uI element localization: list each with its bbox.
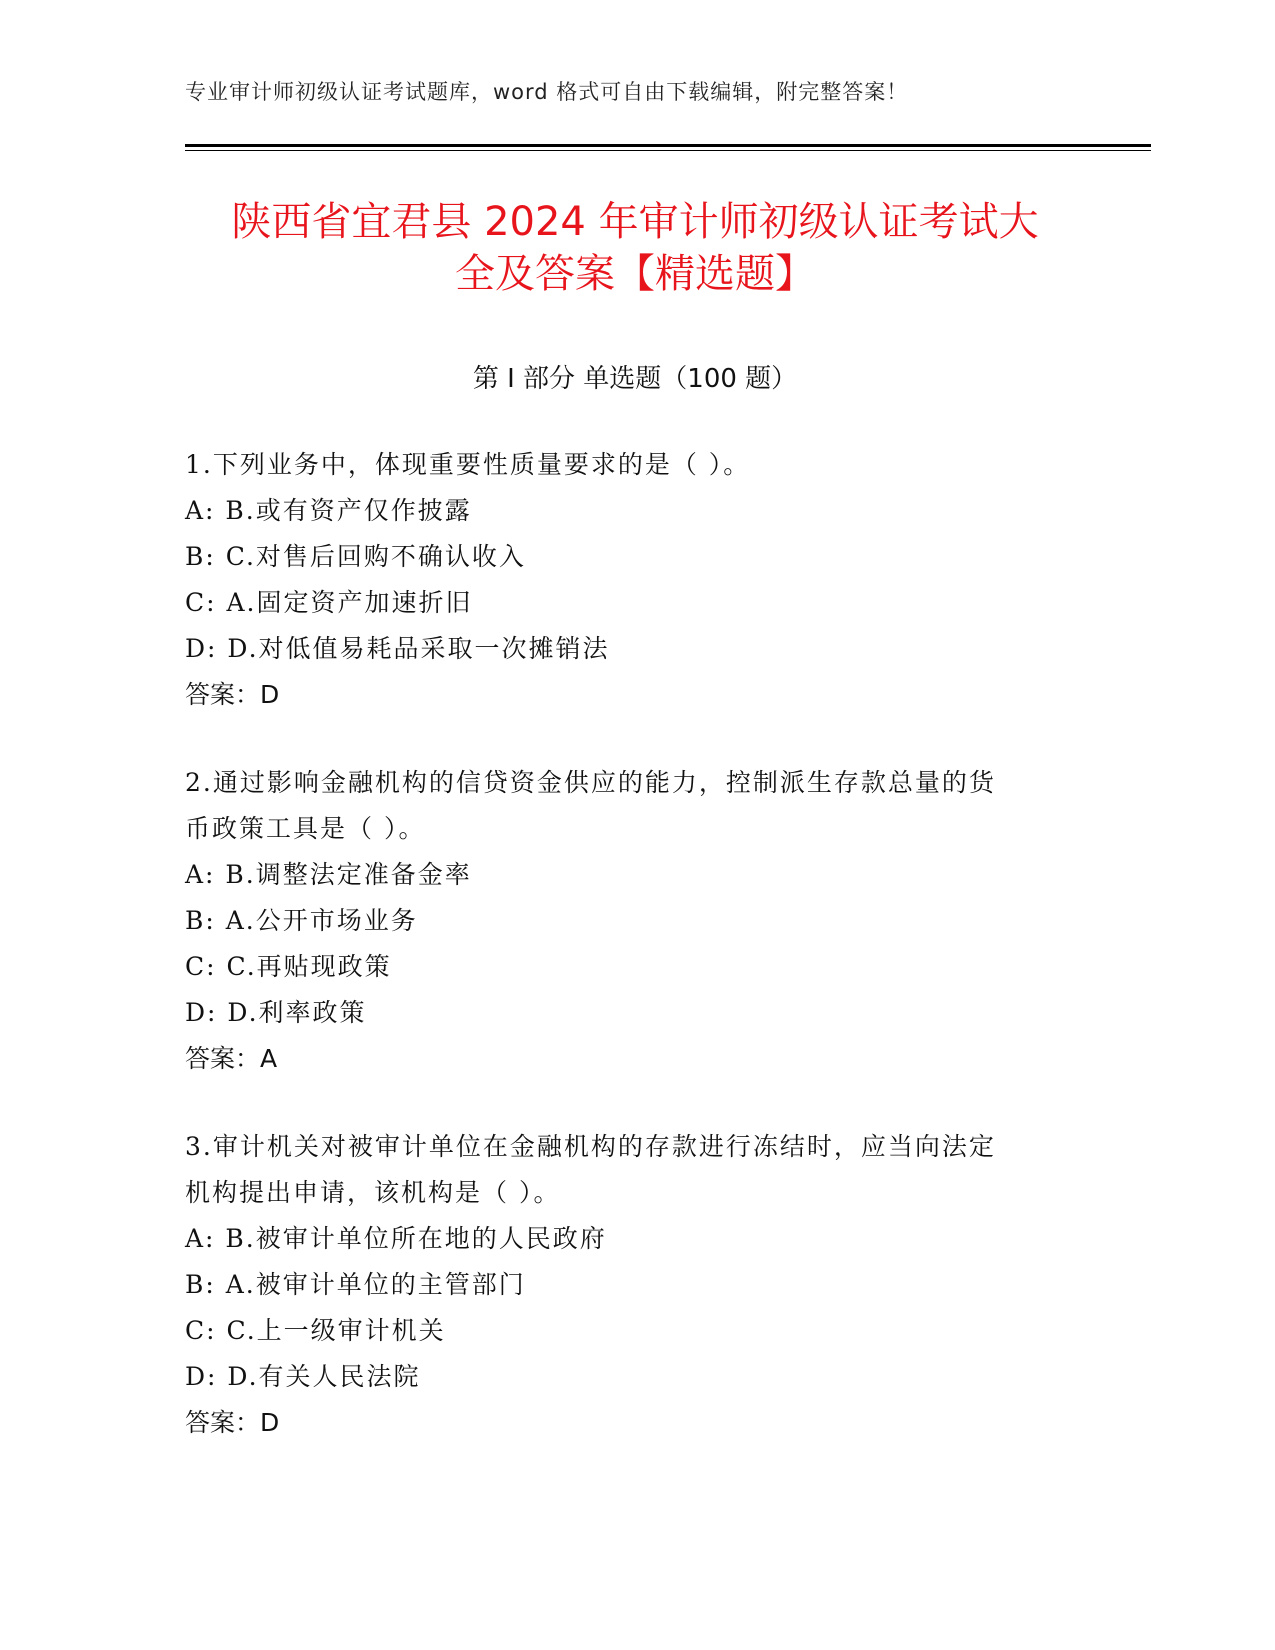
document-title [185, 196, 1085, 300]
option-a: A: B.调整法定准备金率 [185, 860, 472, 889]
header-rule-thin [185, 150, 1151, 151]
question-stem-continued: 币政策工具是（ ）。 [185, 814, 426, 843]
answer: 答案：D [185, 680, 280, 709]
question-stem: 2.通过影响金融机构的信贷资金供应的能力，控制派生存款总量的货 [185, 768, 996, 797]
answer: 答案：A [185, 1044, 278, 1073]
section-title: 第 I 部分 单选题（100 题） [472, 364, 798, 394]
option-b: B: C.对售后回购不确认收入 [185, 542, 526, 571]
option-d: D: D.有关人民法院 [185, 1362, 421, 1391]
document-title-line-2: 全及答案【精选题】 [455, 251, 815, 297]
page-header: 专业审计师初级认证考试题库，word 格式可自由下载编辑，附完整答案！ [185, 80, 909, 104]
option-c: C: C.上一级审计机关 [185, 1316, 446, 1345]
option-d: D: D.利率政策 [185, 998, 367, 1027]
option-a: A: B.被审计单位所在地的人民政府 [185, 1224, 607, 1253]
question-stem: 1.下列业务中，体现重要性质量要求的是（ ）。 [185, 450, 751, 479]
question-stem: 3.审计机关对被审计单位在金融机构的存款进行冻结时，应当向法定 [185, 1132, 996, 1161]
option-a: A: B.或有资产仅作披露 [185, 496, 472, 525]
answer: 答案：D [185, 1408, 280, 1437]
option-c: C: C.再贴现政策 [185, 952, 392, 981]
question-3 [185, 1124, 1065, 1446]
option-b: B: A.公开市场业务 [185, 906, 418, 935]
header-rule [185, 144, 1151, 147]
question-1 [185, 442, 1065, 718]
option-d: D: D.对低值易耗品采取一次摊销法 [185, 634, 610, 663]
document-title-line-1: 陕西省宜君县 2024 年审计师初级认证考试大 [231, 199, 1039, 245]
option-b: B: A.被审计单位的主管部门 [185, 1270, 526, 1299]
question-list [185, 442, 1065, 1488]
question-2 [185, 760, 1065, 1082]
option-c: C: A.固定资产加速折旧 [185, 588, 473, 617]
question-stem-continued: 机构提出申请，该机构是（ ）。 [185, 1178, 561, 1207]
